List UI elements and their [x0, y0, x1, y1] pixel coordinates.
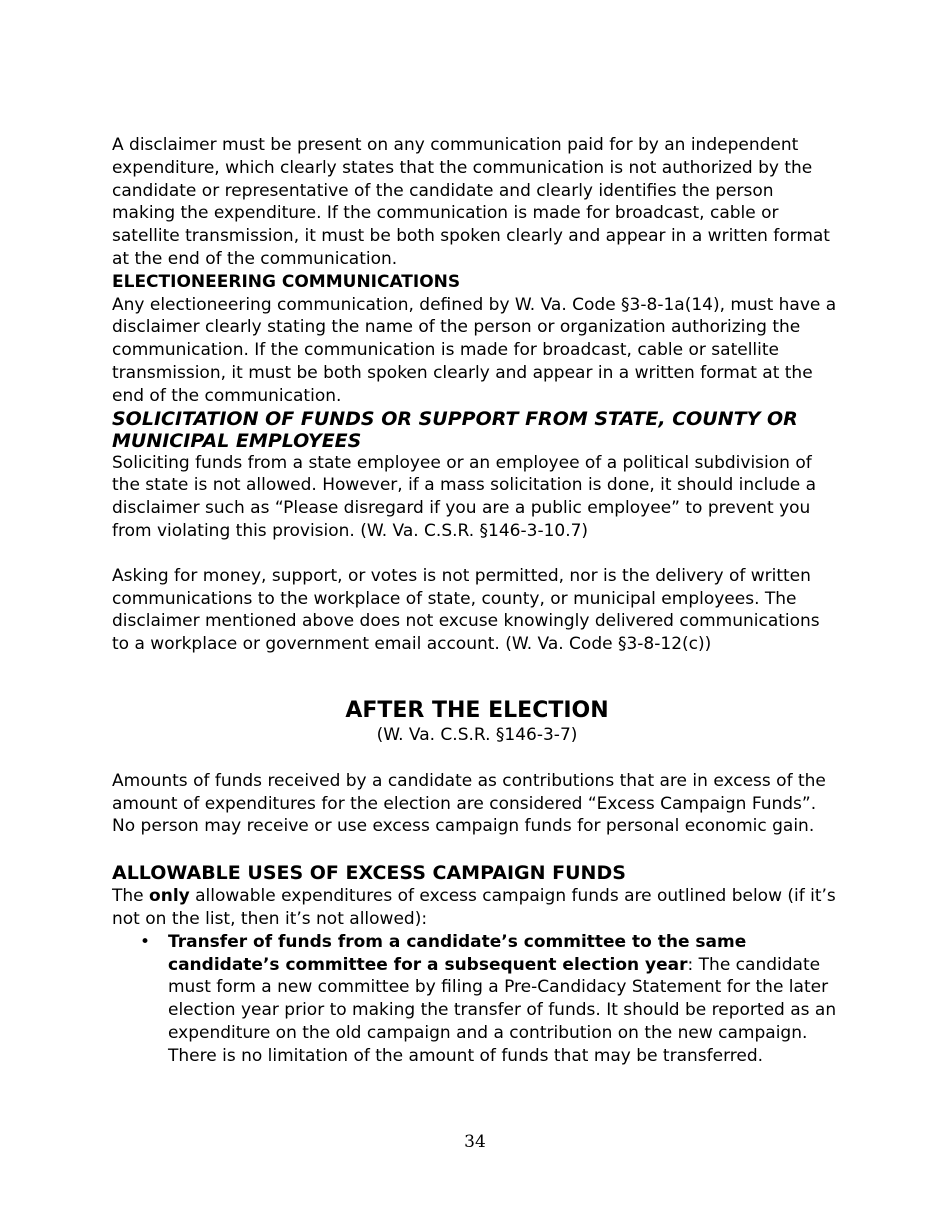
allowable-uses-list: [112, 931, 842, 1068]
paragraph-solicitation-1: Soliciting funds from a state employee or an employee of a political subdivision of the state is not allowed. However, if a mass solicitation is done, it should include a disclaimer such as “Please disregard if you are a public employee” to prevent you from violating this provision. (W. Va. C.S.R. §146-3-10.7): [112, 452, 817, 541]
bullet-bold-lead: Transfer of funds from a candidate’s committee to the same candidate’s committee for a subsequent election year: [168, 931, 747, 975]
bullet-text: : The candidate must form a new committee by filing a Pre-Candidacy Statement for the later election year prior to making the transfer of funds. It should be reported as an expenditure on the old campaign and a contribution on the new campaign. There is no limitation of the amount of funds that may be transferred.: [168, 954, 837, 1066]
bullet-icon: •: [140, 931, 151, 952]
intro-text-end: allowable expenditures of excess campaign funds are outlined below (if it’s not on the list, then it’s not allowed):: [112, 886, 836, 929]
intro-text-start: The: [112, 886, 150, 907]
paragraph-excess-campaign-funds: Amounts of funds received by a candidate as contributions that are in excess of the amount of expenditures for the election are considered “Excess Campaign Funds”. No person may receive or use excess campaign funds for personal economic gain.: [112, 770, 826, 837]
paragraph-allowable-intro: [112, 885, 842, 931]
list-item: [112, 931, 842, 1068]
heading-solicitation: SOLICITATION OF FUNDS OR SUPPORT FROM STATE, COUNTY OR MUNICIPAL EMPLOYEES: [112, 407, 798, 452]
document-page: [112, 134, 842, 1068]
paragraph-electioneering: Any electioneering communication, defined by W. Va. Code §3-8-1a(14), must have a disclaimer clearly stating the name of the person or organization authorizing the communication. If the communication is made for broadcast, cable or satellite transmission, it must be both spoken clearly and appear in a written format at the end of the communication.: [112, 294, 837, 406]
heading-electioneering-communications: ELECTIONEERING COMMUNICATIONS: [112, 271, 461, 292]
paragraph-solicitation-2: Asking for money, support, or votes is not permitted, nor is the delivery of written communications to the workplace of state, county, or municipal employees. The disclaimer mentioned above does not excuse knowingly delivered communications to a workplace or government email account. (W. Va. Code §3-8-12(c)): [112, 565, 820, 655]
page-number: 34: [464, 1132, 486, 1152]
intro-bold-only: only: [149, 886, 190, 907]
paragraph-independent-expenditure-disclaimer: A disclaimer must be present on any communication paid for by an independent expenditure, which clearly states that the communication is not authorized by the candidate or representative of the candidate and clearly identifies the person making the expenditure. If the communication is made for broadcast, cable or satellite transmission, it must be both spoken clearly and appear in a written format at the end of the communication.: [112, 135, 830, 269]
heading-after-the-election: AFTER THE ELECTION: [345, 697, 609, 723]
heading-allowable-uses: ALLOWABLE USES OF EXCESS CAMPAIGN FUNDS: [112, 862, 626, 885]
citation-after-the-election: (W. Va. C.S.R. §146-3-7): [376, 724, 578, 745]
